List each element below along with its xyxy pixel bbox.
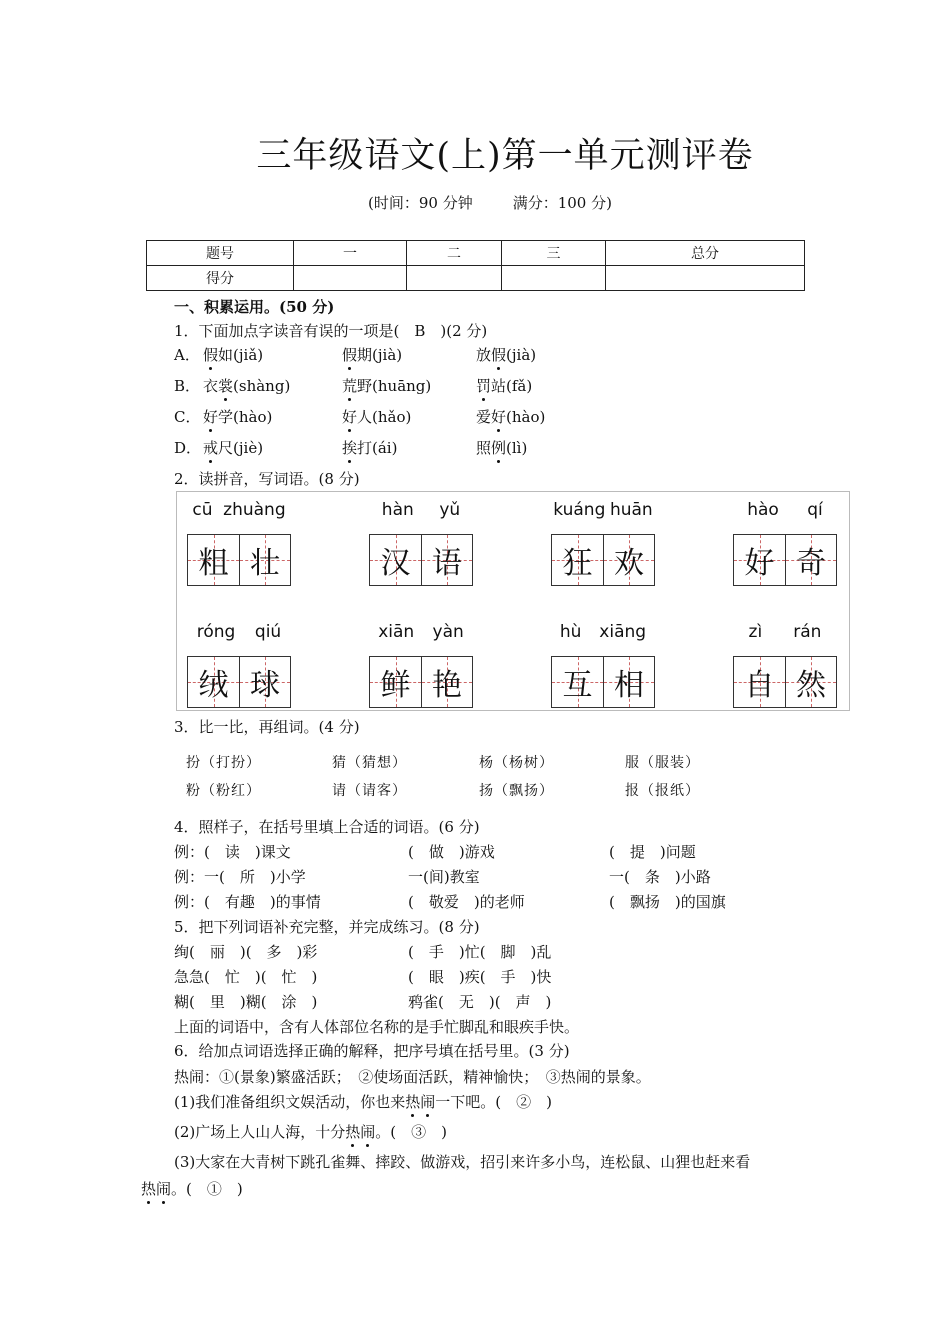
pinyin-syllable: zì — [748, 622, 763, 642]
option-word — [342, 344, 402, 365]
pinyin-syllable: xiāng — [599, 622, 647, 642]
header-cell: 三 — [502, 241, 606, 266]
dotted-char: 罚 — [476, 377, 492, 395]
q6-stem: 6．给加点词语选择正确的解释，把序号填在括号里。(3 分) — [174, 1042, 570, 1060]
grid-cell — [552, 535, 603, 585]
idiom-item: ( 手 )忙( 脚 )乱 — [408, 943, 552, 961]
dotted-char: 假 — [342, 346, 358, 364]
hanzi: 自 — [744, 668, 775, 703]
compare-word: 猜（猜想） — [332, 755, 407, 771]
pinyin-syllable: hào — [747, 500, 779, 520]
grid-cell — [421, 535, 472, 585]
q5-stem: 5．把下列词语补充完整，并完成练习。(8 分) — [174, 918, 480, 936]
fill-item: ( 做 )游戏 — [408, 843, 495, 861]
sentence-text: (2)广场上人山人海，十分 — [174, 1123, 346, 1141]
option-word — [203, 375, 290, 396]
word-suffix: 打(ái) — [357, 439, 398, 457]
idiom-item: 绚( 丽 )( 多 )彩 — [174, 943, 318, 961]
dotted-char: 闹 — [420, 1093, 436, 1111]
q6-sentence-3-cont — [141, 1178, 243, 1199]
tianzige-grid — [551, 656, 655, 708]
option-word — [476, 406, 545, 427]
pinyin — [551, 500, 655, 526]
word-item — [369, 622, 473, 708]
idiom-item: ( 眼 )疾( 手 )快 — [408, 968, 552, 986]
word-item — [551, 500, 655, 586]
score-cell — [502, 266, 606, 291]
word-suffix: 野(huāng) — [357, 377, 432, 395]
hanzi: 奇 — [796, 546, 826, 581]
fill-item: 一(间)教室 — [408, 868, 480, 886]
word-suffix: 如(jiǎ) — [218, 346, 264, 364]
section-heading: 一、积累运用。(50 分) — [174, 298, 335, 316]
word-item — [551, 622, 655, 708]
option-word — [203, 406, 272, 427]
full-score: 满分：100 分) — [512, 194, 612, 212]
hanzi: 狂 — [562, 546, 593, 581]
fill-item: ( 飘扬 )的国旗 — [609, 893, 726, 911]
idiom-item: 鸦雀( 无 )( 声 ) — [408, 993, 552, 1011]
pinyin-syllable: yǔ — [439, 500, 461, 520]
compare-word: 扬（飘扬） — [479, 783, 554, 799]
option-word — [203, 344, 263, 365]
pinyin-syllable: cū — [192, 500, 213, 520]
score-table-header — [147, 241, 805, 266]
grid-cell — [734, 657, 785, 707]
grid-cell — [734, 535, 785, 585]
header-cell: 题号 — [147, 241, 294, 266]
idiom-item: 急急( 忙 )( 忙 ) — [174, 968, 318, 986]
grid-cell — [188, 535, 239, 585]
word-suffix: 人(hǎo) — [357, 408, 412, 426]
sentence-text: 。( ③ ) — [375, 1123, 447, 1141]
tianzige-grid — [733, 534, 837, 586]
grid-cell — [239, 657, 290, 707]
sentence-text: 一下吧。( ② ) — [435, 1093, 552, 1111]
option-word — [342, 437, 397, 458]
q5-answer: 上面的词语中，含有人体部位名称的是手忙脚乱和眼疾手快。 — [174, 1018, 580, 1036]
compare-word: 请（请客） — [332, 783, 407, 799]
dotted-char: 好 — [491, 408, 507, 426]
dotted-char: 热 — [141, 1180, 157, 1198]
dotted-char: 闹 — [156, 1180, 172, 1198]
fill-item: 例：( 有趣 )的事情 — [174, 893, 321, 911]
q6-definition: 热闹：①(景象)繁盛活跃； ②使场面活跃，精神愉快； ③热闹的景象。 — [174, 1068, 651, 1086]
tianzige-grid — [187, 534, 291, 586]
dotted-char: 好 — [342, 408, 358, 426]
word-item — [187, 500, 291, 586]
tianzige-grid — [551, 534, 655, 586]
grid-cell — [370, 535, 421, 585]
hanzi: 壮 — [250, 546, 280, 581]
word-prefix: 照 — [476, 439, 492, 457]
option-label: A． — [174, 346, 200, 364]
tianzige-grid — [733, 656, 837, 708]
q6-sentence-1 — [174, 1091, 552, 1112]
hanzi: 相 — [614, 668, 644, 703]
word-suffix: 站(fǎ) — [491, 377, 533, 395]
grid-cell — [603, 535, 654, 585]
pinyin-syllable: hù — [559, 622, 582, 642]
pinyin-syllable: hàn — [381, 500, 414, 520]
pinyin-syllable: qí — [807, 500, 823, 520]
grid-cell — [188, 657, 239, 707]
word-item — [187, 622, 291, 708]
pinyin-syllable: yàn — [432, 622, 464, 642]
pinyin-syllable: qiú — [254, 622, 282, 642]
hanzi: 艳 — [432, 668, 462, 703]
grid-cell — [421, 657, 472, 707]
option-label: D． — [174, 439, 202, 457]
tianzige-grid — [187, 656, 291, 708]
word-suffix: (shàng) — [233, 377, 291, 395]
compare-word: 服（服装） — [625, 755, 700, 771]
dotted-char: 假 — [203, 346, 219, 364]
dotted-char: 荒 — [342, 377, 358, 395]
fill-item: 例：( 读 )课文 — [174, 843, 291, 861]
sentence-text: (1)我们准备组织文娱活动，你也来 — [174, 1093, 406, 1111]
score-cell — [407, 266, 502, 291]
word-suffix: 期(jià) — [357, 346, 403, 364]
compare-word: 杨（杨树） — [479, 755, 554, 771]
header-cell: 一 — [294, 241, 407, 266]
hanzi: 汉 — [380, 546, 411, 581]
word-suffix: (lì) — [506, 439, 528, 457]
score-table — [146, 240, 805, 291]
dotted-char: 裳 — [218, 377, 234, 395]
pinyin-syllable: huān — [609, 500, 653, 520]
page-title: 三年级语文(上)第一单元测评卷 — [256, 136, 754, 176]
q1-stem: 1．下面加点字读音有误的一项是( B )(2 分) — [174, 322, 488, 340]
q2-stem: 2．读拼音，写词语。(8 分) — [174, 470, 360, 488]
pinyin — [369, 500, 473, 526]
q6-sentence-2 — [174, 1121, 447, 1142]
word-item — [733, 500, 837, 586]
word-item — [369, 500, 473, 586]
word-suffix: (hào) — [506, 408, 546, 426]
pinyin — [733, 622, 837, 648]
hanzi: 球 — [250, 668, 280, 703]
fill-item: ( 提 )问题 — [609, 843, 696, 861]
pinyin-syllable: rán — [793, 622, 822, 642]
pinyin-syllable: róng — [196, 622, 236, 642]
pinyin — [369, 622, 473, 648]
pinyin — [551, 622, 655, 648]
hanzi: 好 — [744, 546, 775, 581]
fill-item: 例：一( 所 )小学 — [174, 868, 306, 886]
sentence-text: 。( ① ) — [171, 1180, 243, 1198]
q4-stem: 4．照样子，在括号里填上合适的词语。(6 分) — [174, 818, 480, 836]
option-label: B． — [174, 377, 201, 395]
grid-cell — [239, 535, 290, 585]
option-label: C． — [174, 408, 201, 426]
grid-cell — [785, 535, 836, 585]
word-suffix: (jià) — [506, 346, 537, 364]
dotted-char: 戒 — [203, 439, 219, 457]
option-word — [342, 375, 431, 396]
word-prefix: 爱 — [476, 408, 492, 426]
fill-item: 一( 条 )小路 — [609, 868, 711, 886]
time-limit: (时间：90 分钟 — [368, 194, 473, 212]
dotted-char: 例 — [491, 439, 507, 457]
hanzi: 绒 — [198, 668, 229, 703]
compare-word: 报（报纸） — [625, 783, 700, 799]
word-prefix: 衣 — [203, 377, 219, 395]
compare-word: 粉（粉红） — [186, 783, 261, 799]
option-word — [476, 375, 532, 396]
pinyin-syllable: xiān — [378, 622, 415, 642]
pinyin-syllable: zhuàng — [223, 500, 286, 520]
pinyin-syllable: kuáng — [553, 500, 606, 520]
word-item — [733, 622, 837, 708]
tianzige-grid — [369, 656, 473, 708]
dotted-char: 闹 — [360, 1123, 376, 1141]
grid-cell — [785, 657, 836, 707]
word-suffix: 尺(jiè) — [218, 439, 264, 457]
grid-cell — [603, 657, 654, 707]
tianzige-grid — [369, 534, 473, 586]
q6-sentence-3: (3)大家在大青树下跳孔雀舞、摔跤、做游戏，招引来许多小鸟，连松鼠、山狸也赶来看 — [174, 1153, 751, 1171]
score-cell — [606, 266, 805, 291]
hanzi: 欢 — [614, 546, 644, 581]
score-table-row — [147, 266, 805, 291]
row-label: 得分 — [147, 266, 294, 291]
hanzi: 鲜 — [380, 668, 411, 703]
score-cell — [294, 266, 407, 291]
pinyin — [733, 500, 837, 526]
grid-cell — [370, 657, 421, 707]
word-prefix: 放 — [476, 346, 492, 364]
grid-cell — [552, 657, 603, 707]
word-suffix: 学(hào) — [218, 408, 273, 426]
compare-word: 扮（打扮） — [186, 755, 261, 771]
dotted-char: 挨 — [342, 439, 358, 457]
dotted-char: 热 — [405, 1093, 421, 1111]
pinyin — [187, 500, 291, 526]
hanzi: 语 — [432, 546, 462, 581]
dotted-char: 热 — [345, 1123, 361, 1141]
hanzi: 互 — [562, 668, 593, 703]
dotted-char: 好 — [203, 408, 219, 426]
fill-item: ( 敬爱 )的老师 — [408, 893, 525, 911]
pinyin — [187, 622, 291, 648]
option-word — [342, 406, 411, 427]
hanzi: 然 — [796, 668, 826, 703]
option-word — [476, 437, 527, 458]
option-word — [476, 344, 536, 365]
header-cell: 二 — [407, 241, 502, 266]
hanzi: 粗 — [198, 546, 229, 581]
q3-stem: 3．比一比，再组词。(4 分) — [174, 718, 360, 736]
dotted-char: 假 — [491, 346, 507, 364]
idiom-item: 糊( 里 )糊( 涂 ) — [174, 993, 318, 1011]
header-cell: 总分 — [606, 241, 805, 266]
pinyin-writing-box — [176, 491, 850, 711]
exam-info — [0, 192, 950, 213]
option-word — [203, 437, 263, 458]
